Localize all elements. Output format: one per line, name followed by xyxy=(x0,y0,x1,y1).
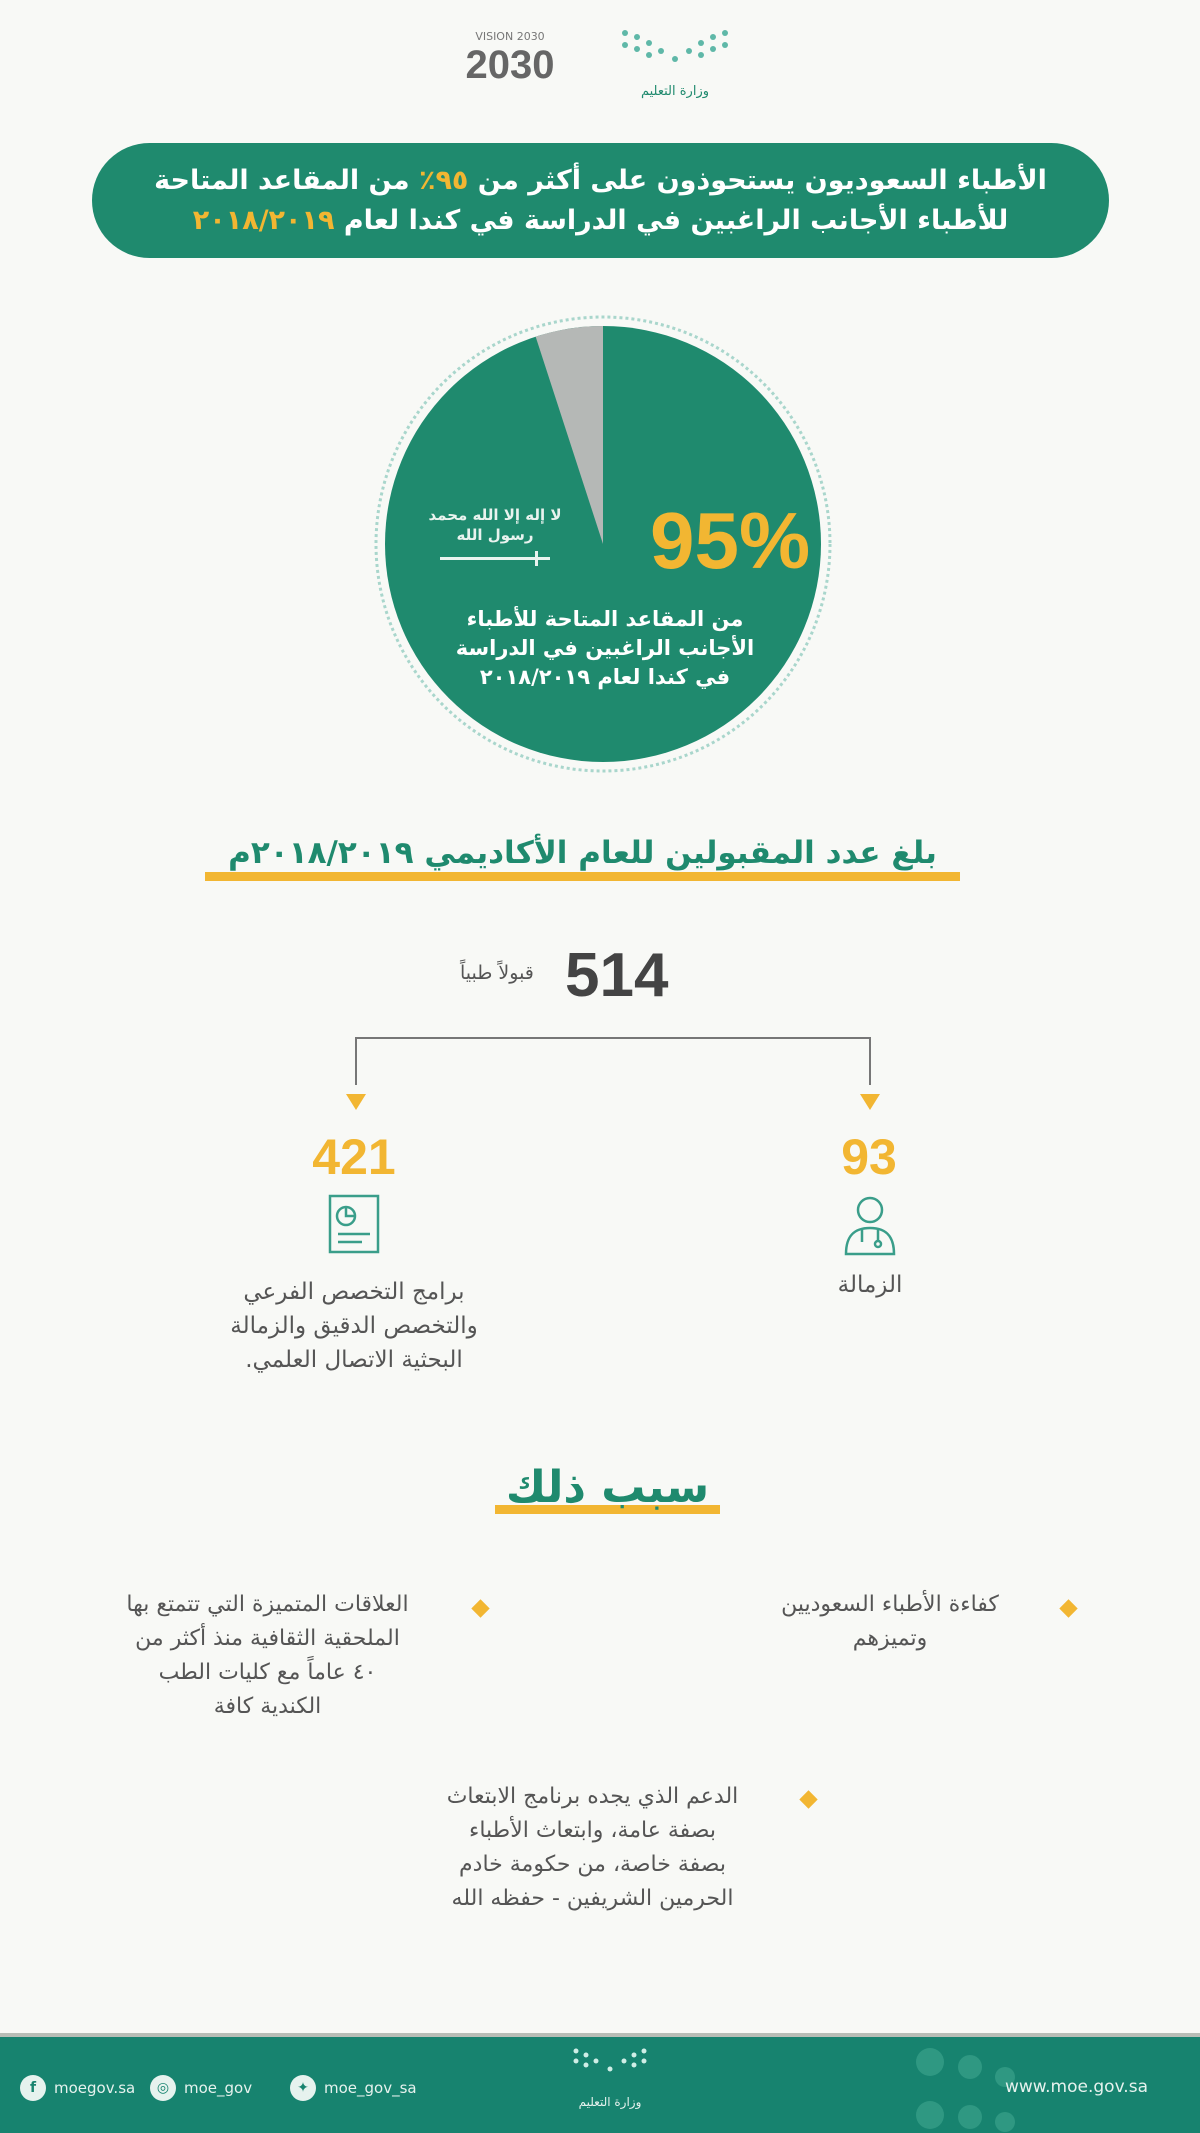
website-link[interactable]: www.moe.gov.sa xyxy=(1005,2077,1148,2097)
reason-line: الدعم الذي يجده برنامج الابتعاث xyxy=(446,1784,739,1809)
facebook-link[interactable] xyxy=(20,2075,135,2101)
twitter-icon: ✦ xyxy=(290,2075,316,2101)
reason-line: الكندية كافة xyxy=(213,1694,322,1719)
bullet-icon xyxy=(799,1790,817,1808)
caption-line: من المقاعد المتاحة للأطباء xyxy=(466,607,744,631)
percent-label: 95% xyxy=(650,496,811,585)
fellowship-count: 93 xyxy=(841,1129,897,1185)
footer xyxy=(0,2033,1200,2133)
reason-item xyxy=(395,1780,790,1916)
total-accepted: 514 xyxy=(565,941,669,1010)
label-line: البحثية الاتصال العلمي. xyxy=(245,1347,463,1373)
reason-line: ٤٠ عاماً مع كليات الطب xyxy=(158,1660,377,1685)
reason-line: بصفة عامة، وابتعاث الأطباء xyxy=(469,1818,716,1843)
footer-moe-logo xyxy=(560,2045,660,2109)
headline-text: من المقاعد المتاحة xyxy=(154,165,419,196)
sword-icon xyxy=(440,557,550,560)
reason-line: بصفة خاصة، من حكومة خادم xyxy=(459,1852,726,1877)
document-chart-icon xyxy=(326,1192,382,1256)
label-line: والتخصص الدقيق والزمالة xyxy=(230,1313,478,1339)
vision-text: VISION 2030 xyxy=(475,30,545,43)
accepted-title: بلغ عدد المقبولين للعام الأكاديمي ٢٠١٨/٢٠١٩م xyxy=(228,835,937,871)
reason-line: الحرمين الشريفين - حفظه الله xyxy=(451,1886,734,1911)
headline-percent: ٩٥٪ xyxy=(418,165,469,196)
moe-dots-icon xyxy=(570,2045,650,2085)
fellowship-label: الزمالة xyxy=(837,1272,903,1298)
vision-2030-logo xyxy=(455,30,565,115)
moe-dots-icon xyxy=(615,25,735,70)
programs-count: 421 xyxy=(312,1129,396,1185)
instagram-icon: ◎ xyxy=(150,2075,176,2101)
title-underline xyxy=(205,872,960,881)
headline-text: للأطباء الأجانب الراغبين في الدراسة في كندا لعام xyxy=(334,205,1009,236)
twitter-handle: moe_gov_sa xyxy=(324,2079,417,2097)
moe-logo xyxy=(605,25,745,115)
label-line: برامج التخصص الفرعي xyxy=(243,1279,465,1305)
facebook-icon: f xyxy=(20,2075,46,2101)
arrow-down-icon xyxy=(346,1094,366,1110)
bullet-icon xyxy=(471,1599,489,1617)
branch-connector xyxy=(330,1030,900,1120)
reason-line: وتميزهم xyxy=(852,1626,928,1651)
arrow-down-icon xyxy=(860,1094,880,1110)
reasons-title: سبب ذلك xyxy=(505,1462,710,1513)
reason-line: العلاقات المتميزة التي تتمتع بها xyxy=(126,1592,409,1617)
facebook-handle: moegov.sa xyxy=(54,2079,136,2097)
headline-banner xyxy=(92,143,1109,258)
headline-line-1 xyxy=(92,161,1109,201)
reason-item xyxy=(70,1588,465,1724)
headline-line-2 xyxy=(92,201,1109,241)
shahada-text: لا إله إلا الله محمد رسول الله xyxy=(428,506,562,544)
twitter-link[interactable] xyxy=(290,2075,417,2101)
programs-label xyxy=(194,1275,514,1377)
reason-item xyxy=(730,1588,1050,1656)
headline-text: الأطباء السعوديون يستحوذون على أكثر من xyxy=(468,165,1047,196)
saudi-flag-emblem xyxy=(425,505,565,585)
moe-logo-text: وزارة التعليم xyxy=(640,84,710,99)
pie-caption xyxy=(440,605,770,692)
total-label: قبولاً طبياً xyxy=(460,962,534,984)
instagram-link[interactable] xyxy=(150,2075,252,2101)
vision-number: 2030 xyxy=(465,43,555,87)
bullet-icon xyxy=(1059,1599,1077,1617)
instagram-handle: moe_gov xyxy=(184,2079,253,2097)
reason-line: الملحقية الثقافية منذ أكثر من xyxy=(135,1626,400,1651)
footer-logo-text: وزارة التعليم xyxy=(578,2095,642,2109)
reason-line: كفاءة الأطباء السعوديين xyxy=(781,1592,999,1617)
caption-line: الأجانب الراغبين في الدراسة xyxy=(455,636,755,660)
headline-year: ٢٠١٨/٢٠١٩ xyxy=(192,205,335,236)
caption-line: في كندا لعام ٢٠١٨/٢٠١٩ xyxy=(479,665,731,689)
doctor-icon xyxy=(840,1192,900,1256)
